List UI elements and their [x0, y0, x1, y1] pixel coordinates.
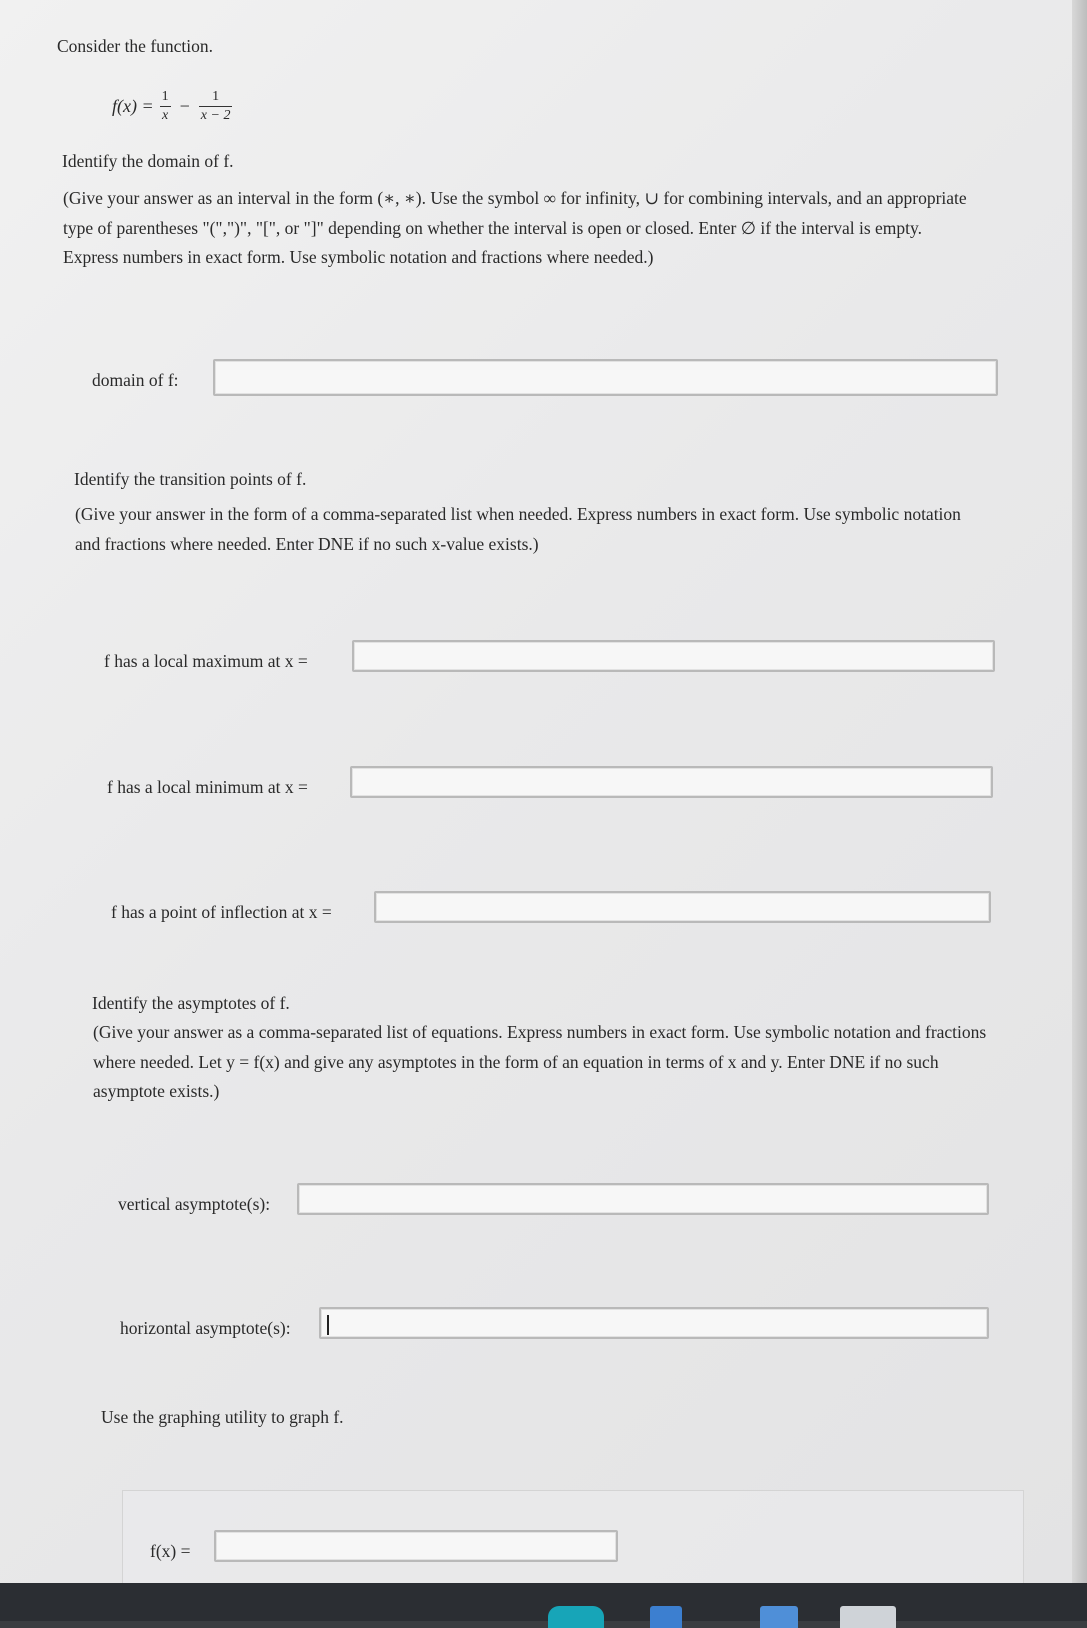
graph-prompt: Use the graphing utility to graph f.: [101, 1407, 344, 1427]
app-icon[interactable]: [840, 1606, 896, 1628]
intro-text: Consider the function.: [57, 36, 214, 56]
formula-term2-denominator: x − 2: [200, 107, 231, 123]
horizontal-asymptote-input[interactable]: [319, 1307, 989, 1339]
horizontal-asymptote-label: horizontal asymptote(s):: [120, 1318, 291, 1338]
transition-instructions: [75, 500, 961, 559]
instruction-line: (Give your answer as an interval in the form (∗, ∗). Use the symbol ∞ for infinity, ∪ for combining intervals, and an appropriate: [63, 188, 967, 208]
vertical-asymptote-input[interactable]: [297, 1183, 989, 1215]
fx-input[interactable]: [214, 1530, 618, 1562]
formula-fraction-1: [160, 88, 171, 125]
instruction-line: (Give your answer as a comma-separated list of equations. Express numbers in exact form. Use symbolic notation and fractions: [93, 1022, 987, 1042]
local-max-input[interactable]: [352, 640, 995, 672]
inflection-input[interactable]: [374, 891, 991, 923]
app-icon[interactable]: [760, 1606, 798, 1628]
app-icon[interactable]: [650, 1606, 682, 1628]
asymptote-instructions: [93, 1018, 986, 1107]
formula-term1-denominator: x: [162, 107, 169, 123]
instruction-line: Express numbers in exact form. Use symbolic notation and fractions where needed.): [63, 247, 654, 267]
vertical-asymptote-label: vertical asymptote(s):: [118, 1194, 271, 1214]
inflection-label: f has a point of inflection at x =: [111, 902, 332, 922]
instruction-line: (Give your answer in the form of a comma-separated list when needed. Express numbers in exact form. Use symbolic notation: [75, 504, 961, 524]
asymptote-prompt: Identify the asymptotes of f.: [92, 993, 290, 1013]
domain-label: domain of f:: [92, 370, 179, 390]
local-min-label: f has a local minimum at x =: [107, 777, 308, 797]
local-min-input[interactable]: [350, 766, 993, 798]
function-formula: [112, 80, 238, 132]
taskbar: [0, 1583, 1087, 1621]
fx-label: f(x) =: [150, 1541, 191, 1561]
domain-input[interactable]: [213, 359, 998, 396]
app-icon[interactable]: [548, 1606, 604, 1628]
local-max-label: f has a local maximum at x =: [104, 651, 308, 671]
formula-operator: −: [179, 95, 190, 116]
page-edge: [1072, 0, 1087, 1583]
formula-term2-numerator: 1: [212, 88, 220, 104]
transition-prompt: Identify the transition points of f.: [74, 469, 307, 489]
formula-lhs: f(x) =: [112, 95, 154, 116]
formula-fraction-2: [199, 88, 233, 125]
formula-term1-numerator: 1: [161, 88, 169, 104]
instruction-line: and fractions where needed. Enter DNE if no such x-value exists.): [75, 533, 539, 554]
instruction-line: where needed. Let y = f(x) and give any asymptotes in the form of an equation in terms of x and y. Enter DNE if no such: [93, 1051, 939, 1072]
instruction-line: asymptote exists.): [93, 1081, 220, 1101]
text-cursor: [327, 1315, 329, 1335]
domain-prompt: Identify the domain of f.: [62, 151, 234, 171]
domain-instructions: [63, 184, 967, 273]
instruction-line: type of parentheses "(",")", "[", or "]" depending on whether the interval is open or closed. Enter ∅ if the interval is empty.: [63, 217, 922, 238]
